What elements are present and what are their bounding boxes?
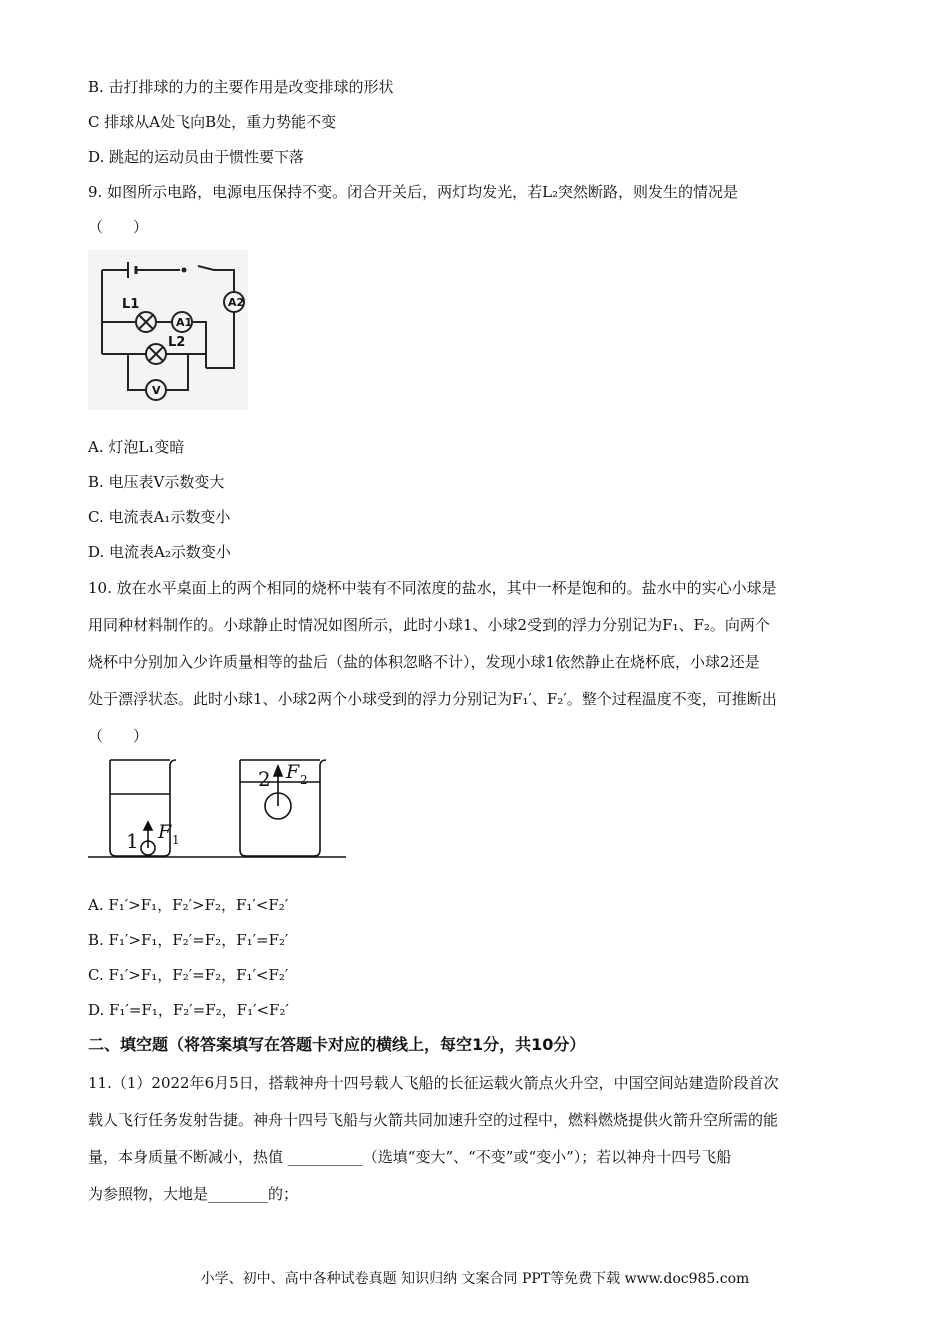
label-f1: F xyxy=(158,821,172,843)
q10-line-4: 处于漂浮状态。此时小球1、小球2两个小球受到的浮力分别记为F₁′、F₂′。整个过程温度不变，可推断出 xyxy=(88,690,777,708)
q11-line-2: 载人飞行任务发射告捷。神舟十四号飞船与火箭共同加速升空的过程中，燃料燃烧提供火箭升空所需的能 xyxy=(88,1111,779,1129)
q11-line-1: 11.（1）2022年6月5日，搭载神舟十四号载人飞船的长征运载火箭点火升空，中国空间站建造阶段首次 xyxy=(88,1074,779,1092)
label-f1-sub: 1 xyxy=(172,833,180,847)
label-a2: A2 xyxy=(228,296,245,309)
q9-stem: 9. 如图所示电路，电源电压保持不变。闭合开关后，两灯均发光，若L₂突然断路，则发生的情况是 xyxy=(88,183,739,201)
label-f2: F xyxy=(286,761,300,783)
label-a1: A1 xyxy=(176,316,193,329)
beakers-diagram xyxy=(88,756,348,862)
label-l2: L2 xyxy=(168,335,186,350)
q9-option-a: A. 灯泡L₁变暗 xyxy=(88,438,185,456)
q9-option-b: B. 电压表V示数变大 xyxy=(88,473,225,491)
label-v: V xyxy=(152,384,161,397)
section-heading: 二、填空题（将答案填写在答题卡对应的横线上，每空1分，共10分） xyxy=(88,1035,586,1054)
q10-option-b: B. F₁′>F₁，F₂′=F₂，F₁′=F₂′ xyxy=(88,931,289,949)
circuit-diagram xyxy=(88,250,248,410)
q10-paren: （ ） xyxy=(88,727,149,745)
q11-line-3: 量，本身质量不断减小，热值 __________（选填“变大”、“不变”或“变小”）；若以神舟十四号飞船 xyxy=(88,1148,732,1166)
q9-paren: （ ） xyxy=(88,218,149,236)
q10-line-2: 用同种材料制作的。小球静止时情况如图所示，此时小球1、小球2受到的浮力分别记为F₁、F₂。向两个 xyxy=(88,616,770,634)
label-ball-2: 2 xyxy=(258,767,271,791)
q11-line-4: 为参照物，大地是________的； xyxy=(88,1185,299,1203)
q10-option-d: D. F₁′=F₁，F₂′=F₂，F₁′<F₂′ xyxy=(88,1001,289,1019)
q9-option-d: D. 电流表A₂示数变小 xyxy=(88,543,231,561)
q8-option-b: B. 击打排球的力的主要作用是改变排球的形状 xyxy=(88,78,394,96)
q10-line-1: 10. 放在水平桌面上的两个相同的烧杯中装有不同浓度的盐水，其中一杯是饱和的。盐水中的实心小球是 xyxy=(88,579,777,597)
q8-option-c: C 排球从A处飞向B处，重力势能不变 xyxy=(88,113,337,131)
q10-line-3: 烧杯中分别加入少许质量相等的盐后（盐的体积忽略不计），发现小球1依然静止在烧杯底，小球2还是 xyxy=(88,653,760,671)
q9-option-c: C. 电流表A₁示数变小 xyxy=(88,508,231,526)
q10-option-a: A. F₁′>F₁，F₂′>F₂，F₁′<F₂′ xyxy=(88,896,289,914)
page-footer: 小学、初中、高中各种试卷真题 知识归纳 文案合同 PPT等免费下载 www.doc985.com xyxy=(200,1271,750,1287)
label-ball-1: 1 xyxy=(126,829,139,853)
label-l1: L1 xyxy=(122,297,140,312)
label-f2-sub: 2 xyxy=(300,773,308,787)
q8-option-d: D. 跳起的运动员由于惯性要下落 xyxy=(88,148,305,166)
q10-option-c: C. F₁′>F₁，F₂′=F₂，F₁′<F₂′ xyxy=(88,966,289,984)
